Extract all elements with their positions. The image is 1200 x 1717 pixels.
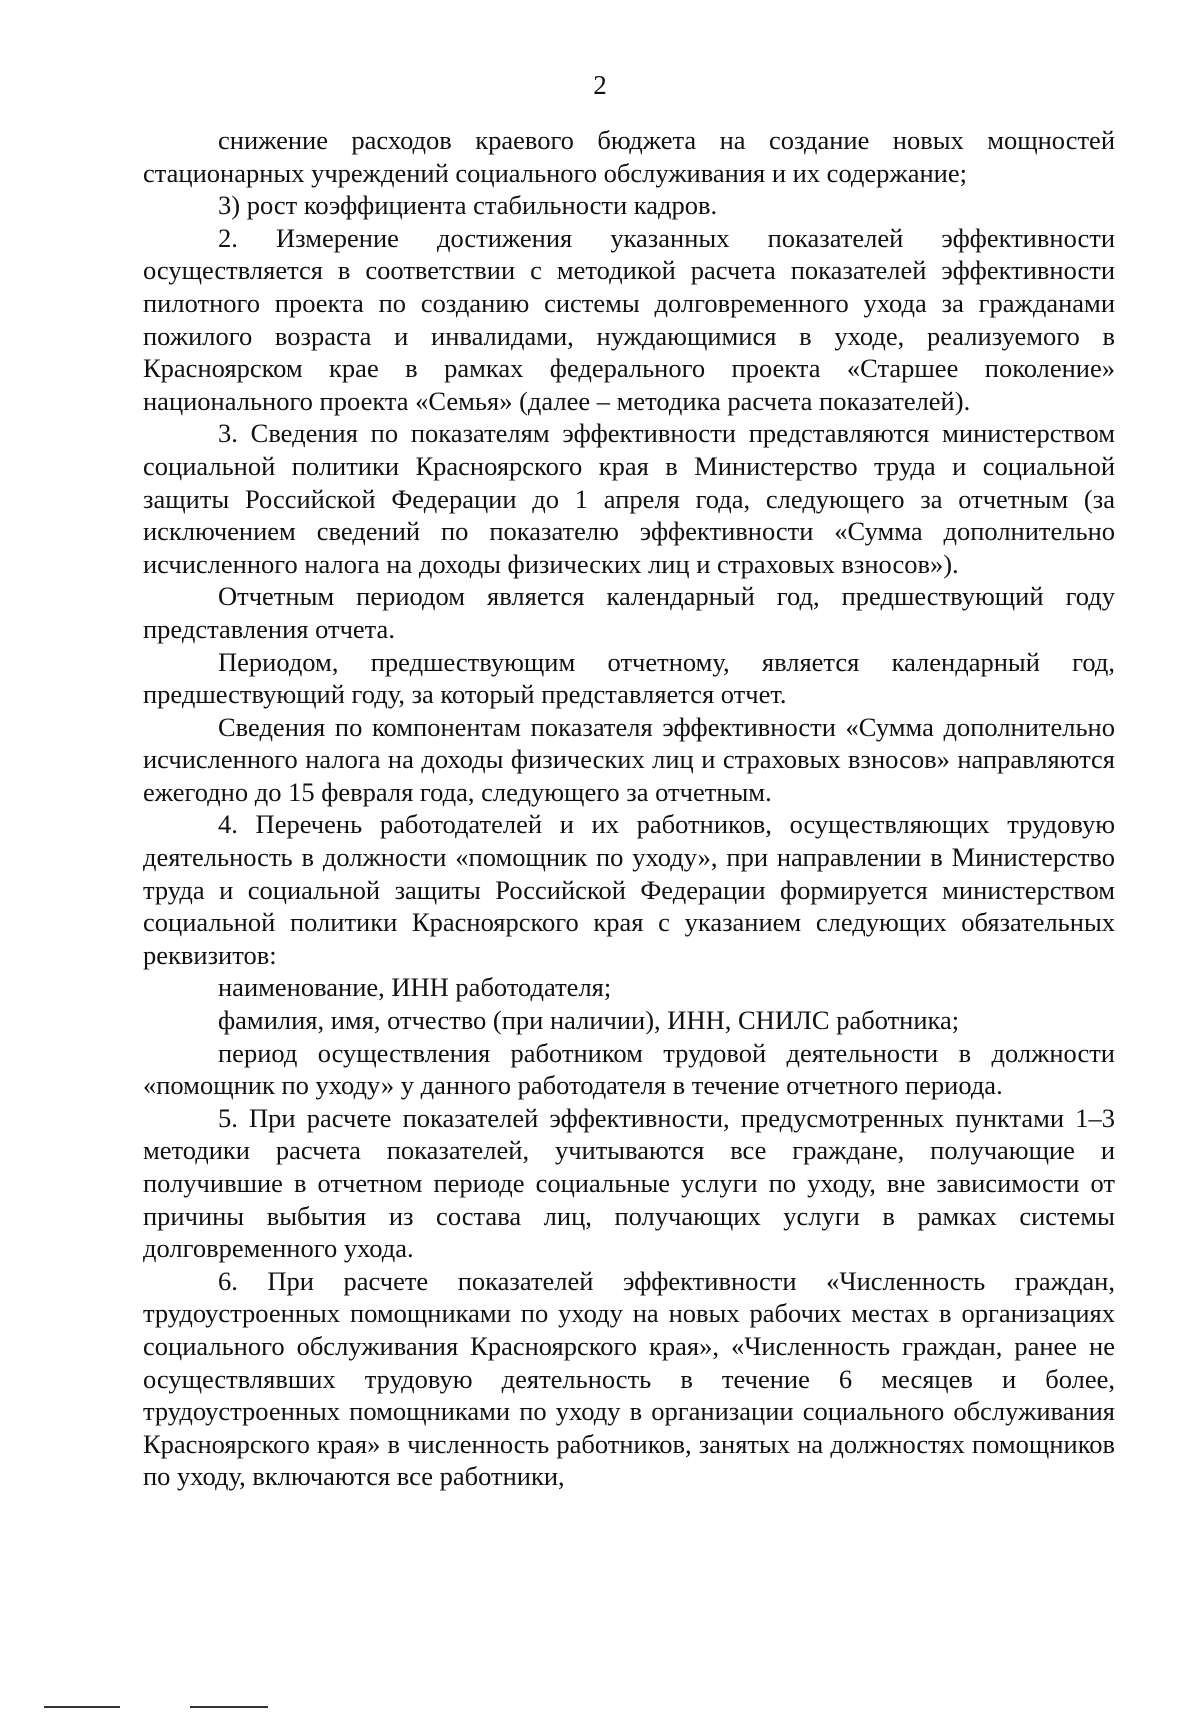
document-body <box>143 124 1115 1493</box>
paragraph-item-6-calculation: 6. При расчете показателей эффективности «Численность граждан, трудоустроенных помощниками по уходу на новых рабочих местах в организациях социального обслуживания Красноярского края», «Численность граждан, ранее не осуществлявших трудовую деятельность в течение 6 месяцев и более, трудоустроенных помощниками по уходу в организации социального обслуживания Красноярского края» в численность работников, занятых на должностях помощников по уходу, включаются все работники, <box>143 1265 1115 1492</box>
paragraph-item-2-measurement: 2. Измерение достижения указанных показателей эффективности осуществляется в соответствии с методикой расчета показателей эффективности пилотного проекта по созданию системы долговременного ухода за гражданами пожилого возраста и инвалидами, нуждающимися в уходе, реализуемого в Красноярском крае в рамках федерального проекта «Старшее поколение» национального проекта «Семья» (далее – методика расчета показателей). <box>143 222 1115 416</box>
page-number: 2 <box>593 70 607 100</box>
paragraph-budget-reduction: снижение расходов краевого бюджета на создание новых мощностей стационарных учреждений социального обслуживания и их содержание; <box>143 125 1115 188</box>
scan-artifact-line-left <box>44 1706 120 1708</box>
paragraph-item-4-employers-list: 4. Перечень работодателей и их работников, осуществляющих трудовую деятельность в должности «помощник по уходу», при направлении в Министерство труда и социальной защиты Российской Федерации формируется министерством социальной политики Красноярского края с указанием следующих обязательных реквизитов: <box>143 809 1115 970</box>
paragraph-reporting-period: Отчетным периодом является календарный год, предшествующий году представления отчета. <box>143 581 1115 644</box>
scan-artifact-line-right <box>190 1706 268 1708</box>
paragraph-requisite-employer: наименование, ИНН работодателя; <box>218 972 612 1003</box>
paragraph-requisite-period: период осуществления работником трудовой деятельности в должности «помощник по уходу» у данного работодателя в течение отчетного периода. <box>143 1037 1115 1101</box>
paragraph-previous-period: Периодом, предшествующим отчетному, является календарный год, предшествующий году, за который представляется отчет. <box>143 646 1115 710</box>
paragraph-item-5-calculation: 5. При расчете показателей эффективности, предусмотренных пунктами 1–3 методики расчета показателей, учитываются все граждане, получающие и получившие в отчетном периоде социальные услуги по уходу, вне зависимости от причины выбытия из состава лиц, получающих услуги в рамках системы долговременного ухода. <box>143 1102 1115 1264</box>
paragraph-requisite-employee: фамилия, имя, отчество (при наличии), ИНН, СНИЛС работника; <box>218 1005 960 1036</box>
paragraph-staff-stability: 3) рост коэффициента стабильности кадров. <box>218 190 718 221</box>
paragraph-item-3-reporting: 3. Сведения по показателям эффективности представляются министерством социальной политики Красноярского края в Министерство труда и социальной защиты Российской Федерации до 1 апреля года, следующего за отчетным (за исключением сведений по показателю эффективности «Сумма дополнительно исчисленного налога на доходы физических лиц и страховых взносов»). <box>143 418 1115 579</box>
paragraph-tax-components: Сведения по компонентам показателя эффективности «Сумма дополнительно исчисленного налога на доходы физических лиц и страховых взносов» направляются ежегодно до 15 февраля года, следующего за отчетным. <box>143 711 1115 807</box>
